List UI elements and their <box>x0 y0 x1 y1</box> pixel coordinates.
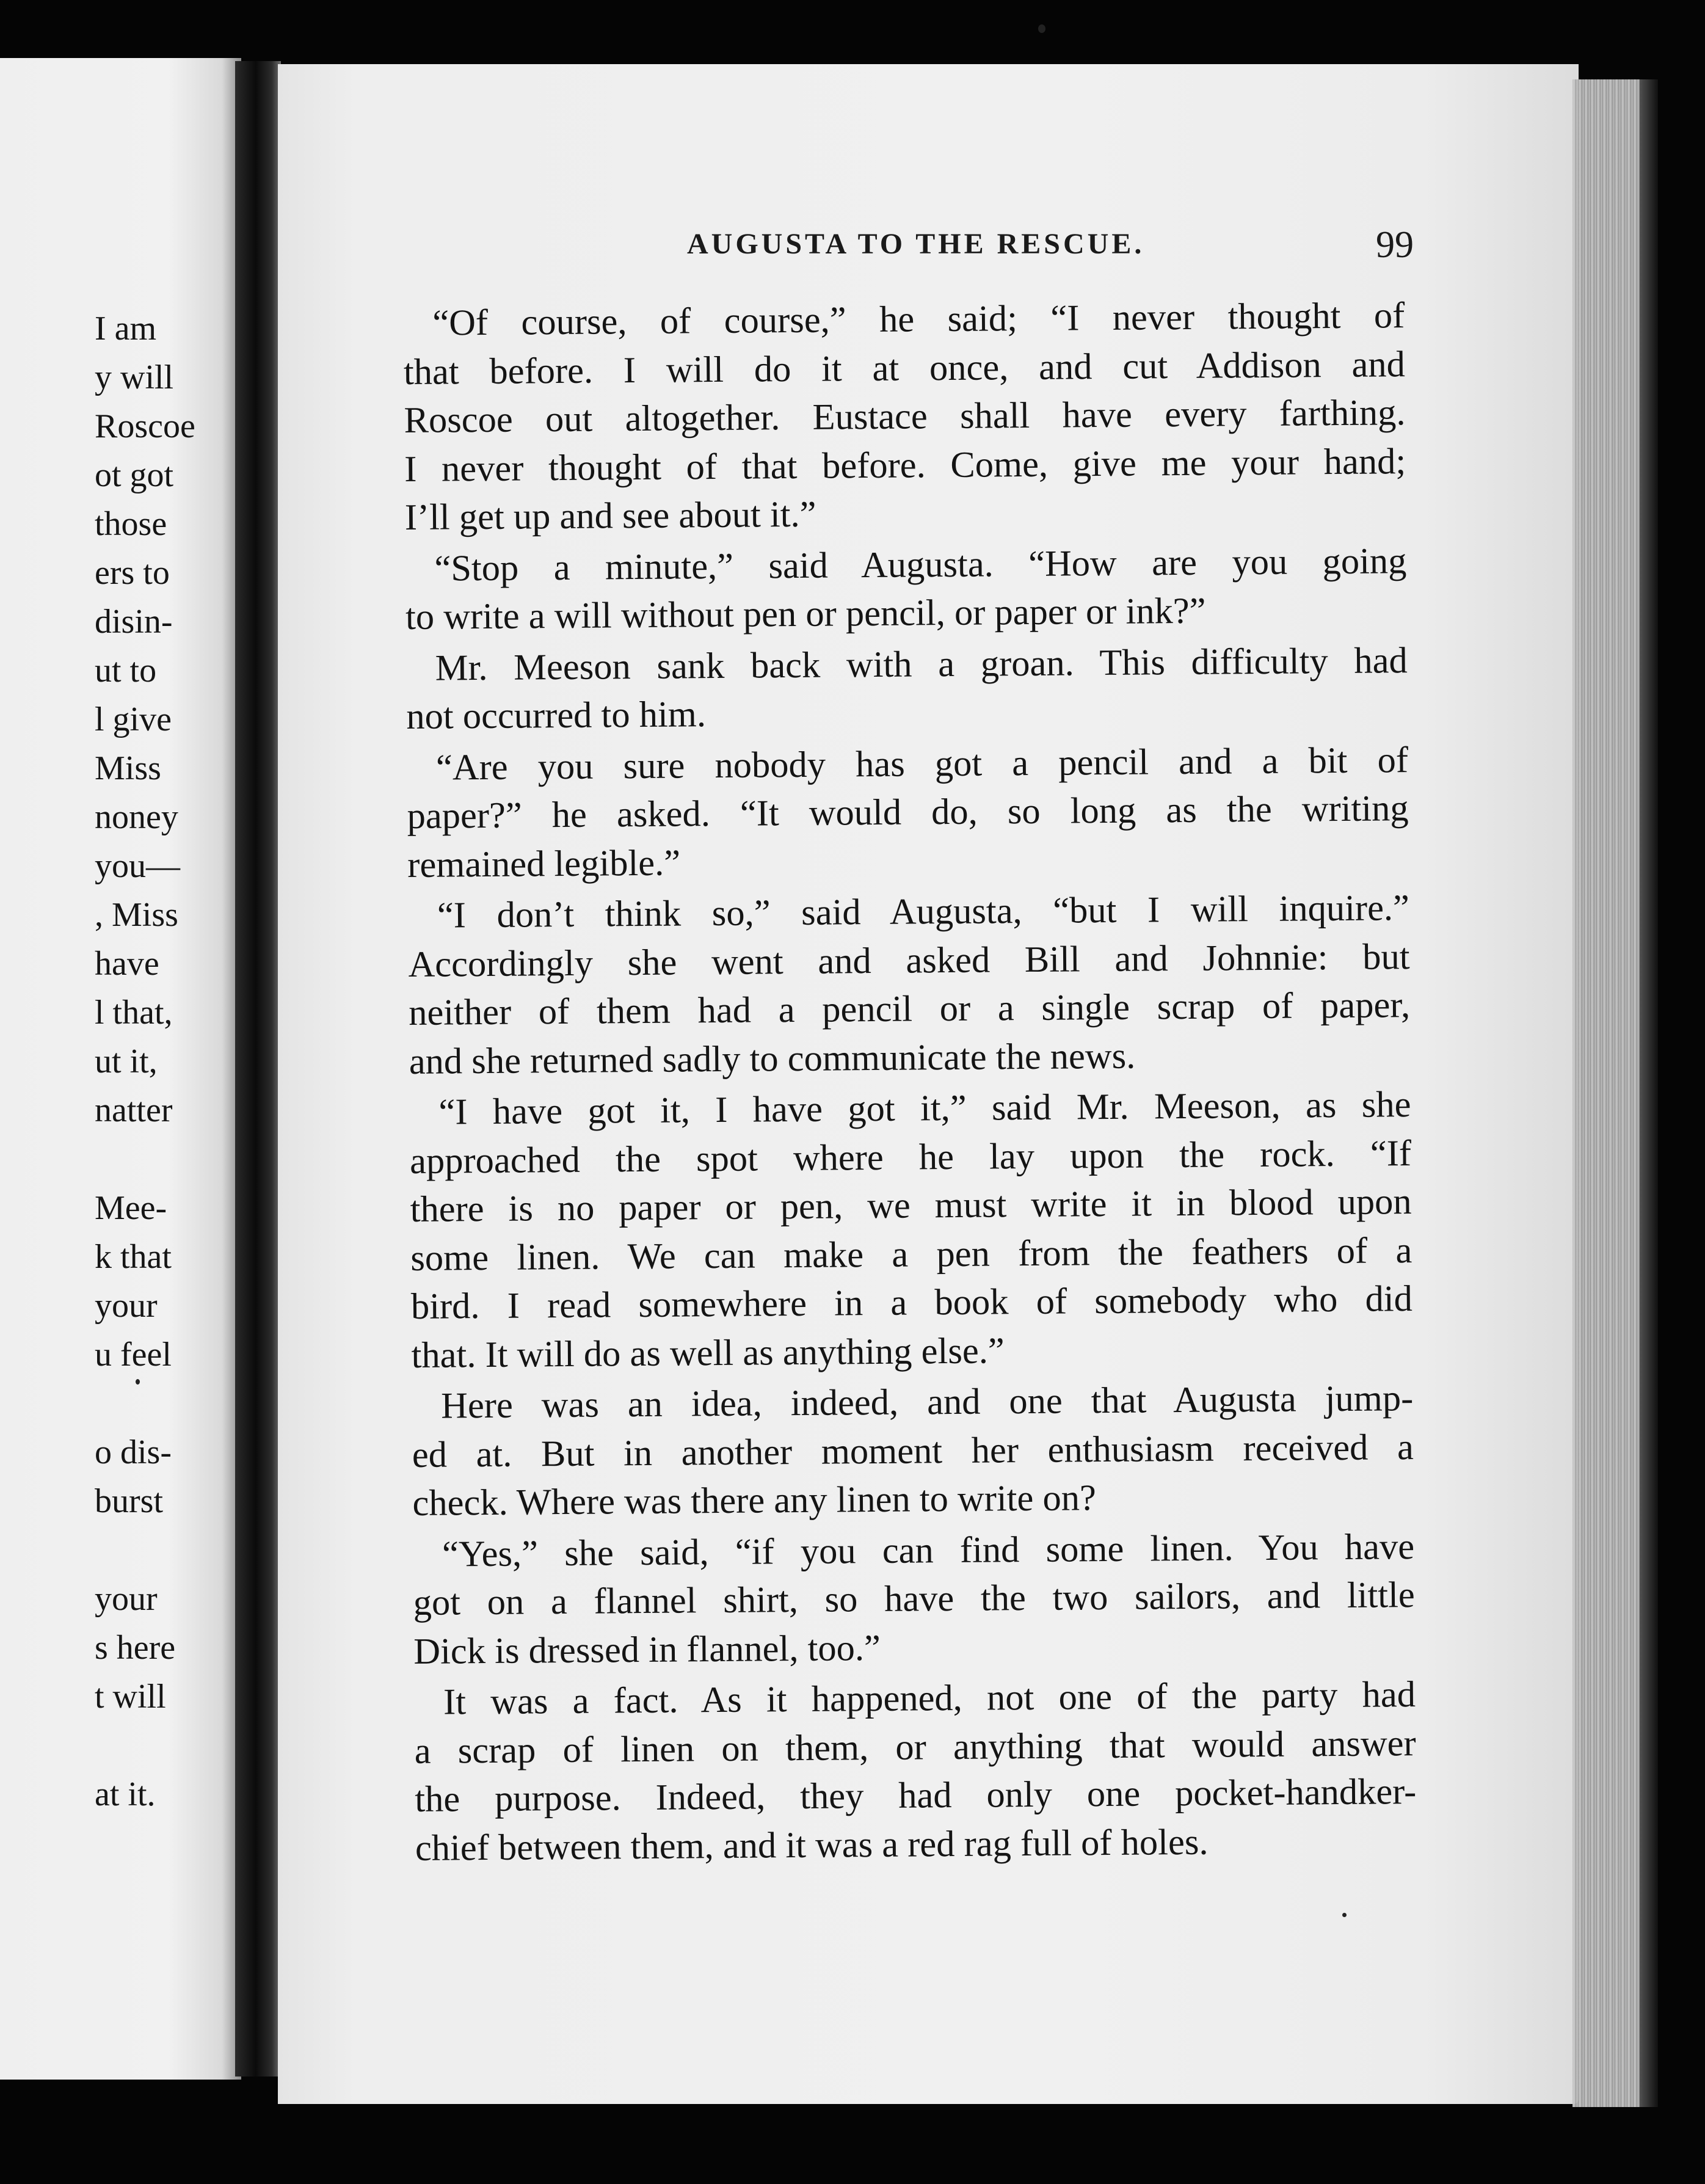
paragraph <box>405 636 1408 741</box>
paragraph <box>413 1523 1416 1676</box>
left-page-fragment: disin- <box>95 603 173 641</box>
left-page-fragment: o dis- <box>95 1433 172 1471</box>
left-page-fragment: your <box>95 1287 158 1325</box>
text-line: remained legible.” <box>407 842 681 886</box>
left-page-fragment: y will <box>95 359 174 396</box>
left-page-fragment: ut it, <box>95 1043 158 1080</box>
left-page-fragment: those <box>95 505 167 543</box>
text-line: the purpose. Indeed, they had only one pocket-handker- <box>415 1771 1417 1820</box>
text-line: “Of course, of course,” he said; “I never thought of <box>432 295 1405 344</box>
body-text <box>403 291 1417 1873</box>
left-page-fragment: ut to <box>95 652 157 690</box>
paragraph <box>405 537 1407 642</box>
text-line: ed at. But in another moment her enthusiasm received a <box>412 1426 1414 1476</box>
text-line: there is no paper or pen, we must write it in blood upon <box>410 1181 1412 1230</box>
left-page-fragment: noney <box>95 798 178 836</box>
paragraph <box>412 1374 1414 1527</box>
paragraph <box>407 736 1409 889</box>
page-edges <box>1572 79 1658 2107</box>
running-title: AUGUSTA TO THE RESCUE. <box>687 228 1145 260</box>
text-line: not occurred to him. <box>406 694 707 737</box>
page-header <box>687 224 1414 276</box>
left-page-fragment: natter <box>95 1091 173 1129</box>
text-line: some linen. We can make a pen from the feathers of a <box>410 1229 1412 1279</box>
text-line: that. It will do as well as anything else.” <box>411 1330 1005 1376</box>
text-line: Mr. Meeson sank back with a groan. This difficulty had <box>435 639 1408 689</box>
text-line: check. Where was there any linen to write on? <box>412 1477 1097 1524</box>
left-page-fragment: your <box>95 1580 158 1618</box>
left-page-fragment: I am <box>95 310 157 348</box>
book-gutter <box>235 61 281 2077</box>
text-line: Here was an idea, indeed, and one that Augusta jump- <box>440 1378 1414 1427</box>
left-page-fragment: burst <box>95 1482 163 1520</box>
text-line: Accordingly she went and asked Bill and Johnnie: but <box>408 936 1410 985</box>
text-line: approached the spot where he lay upon the rock. “If <box>409 1132 1412 1182</box>
ink-speck <box>1342 1913 1347 1917</box>
left-page-fragment: k that <box>95 1238 172 1276</box>
left-page-fragment: t will <box>95 1678 166 1716</box>
left-page-fragment: , Miss <box>95 896 178 934</box>
text-line: I’ll get up and see about it.” <box>404 493 816 538</box>
left-page-fragment: have <box>95 945 159 983</box>
text-line: “Are you sure nobody has got a pencil and a bit of <box>435 739 1409 788</box>
paragraph <box>408 884 1411 1086</box>
left-page-fragment: s here <box>95 1629 176 1667</box>
left-page-fragment: Miss <box>95 749 161 787</box>
paragraph <box>403 291 1406 542</box>
left-page-fragment: ers to <box>95 554 170 592</box>
left-page-fragment: l give <box>95 701 172 738</box>
left-page-fragment: l that, <box>95 994 173 1032</box>
ink-speck <box>136 1379 140 1385</box>
text-line: “Stop a minute,” said Augusta. “How are you going <box>434 540 1407 589</box>
left-page-fragment: ot got <box>95 456 174 494</box>
text-line: got on a flannel shirt, so have the two sailors, and little <box>413 1574 1415 1623</box>
text-line: a scrap of linen on them, or anything that would answer <box>414 1722 1416 1772</box>
text-line: “Yes,” she said, “if you can find some linen. You have <box>442 1526 1415 1575</box>
left-page-fragment: u feel <box>95 1336 172 1374</box>
paragraph <box>409 1080 1413 1380</box>
paragraph <box>414 1670 1417 1873</box>
left-page-fragment: Mee- <box>95 1189 167 1227</box>
text-line: Roscoe out altogether. Eustace shall have every farthing. <box>404 392 1406 441</box>
left-page-fragment: you— <box>95 847 180 885</box>
text-line: bird. I read somewhere in a book of somebody who did <box>410 1278 1413 1327</box>
text-line: to write a will without pen or pencil, or paper or ink?” <box>405 590 1206 638</box>
text-line: It was a fact. As it happened, not one of the party had <box>443 1674 1416 1723</box>
text-line: neither of them had a pencil or a single scrap of paper, <box>408 985 1411 1033</box>
left-page-fragment: at it. <box>95 1775 156 1813</box>
text-line: I never thought of that before. Come, give me your hand; <box>404 440 1406 490</box>
text-line: and she returned sadly to communicate the news. <box>409 1035 1136 1082</box>
left-page-fragment: Roscoe <box>95 407 195 445</box>
text-line: chief between them, and it was a red rag full of holes. <box>415 1821 1209 1869</box>
text-line: “I don’t think so,” said Augusta, “but I will inquire.” <box>437 887 1410 936</box>
text-line: paper?” he asked. “It would do, so long as the writing <box>407 788 1409 837</box>
text-line: “I have got it, I have got it,” said Mr. Meeson, as she <box>438 1084 1411 1133</box>
left-page <box>0 58 241 2080</box>
text-line: Dick is dressed in flannel, too.” <box>413 1627 881 1672</box>
page-number: 99 <box>1376 224 1414 266</box>
text-line: that before. I will do it at once, and cut Addison and <box>403 343 1406 393</box>
ink-speck <box>1038 24 1045 33</box>
